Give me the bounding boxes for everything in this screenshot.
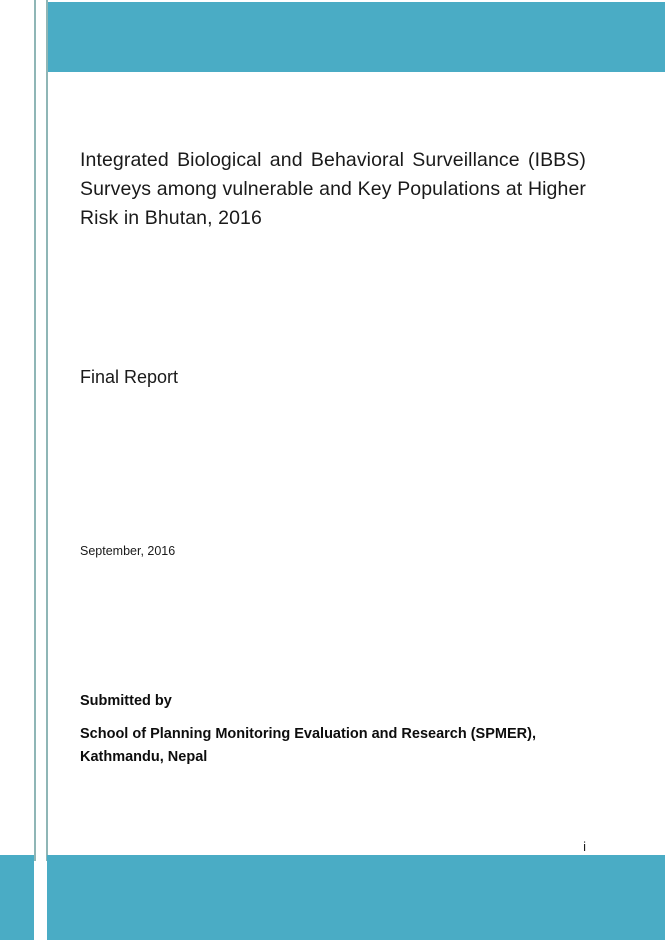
page-number: i [583,839,586,854]
document-date: September, 2016 [80,544,176,558]
left-margin-rule-outer [34,0,36,861]
document-title: Integrated Biological and Behavioral Surveillance (IBBS) Surveys among vulnerable and Key Populations at Higher Risk in Bhutan, 2016 [80,149,586,229]
document-subtitle: Final Report [80,367,179,387]
page-content [80,0,586,940]
footer-banner-left [0,855,34,940]
left-margin-rule-inner [46,0,48,861]
submitted-by-label: Submitted by [80,693,172,709]
submitted-by-organization: School of Planning Monitoring Evaluation and Research (SPMER), Kathmandu, Nepal [80,726,536,765]
